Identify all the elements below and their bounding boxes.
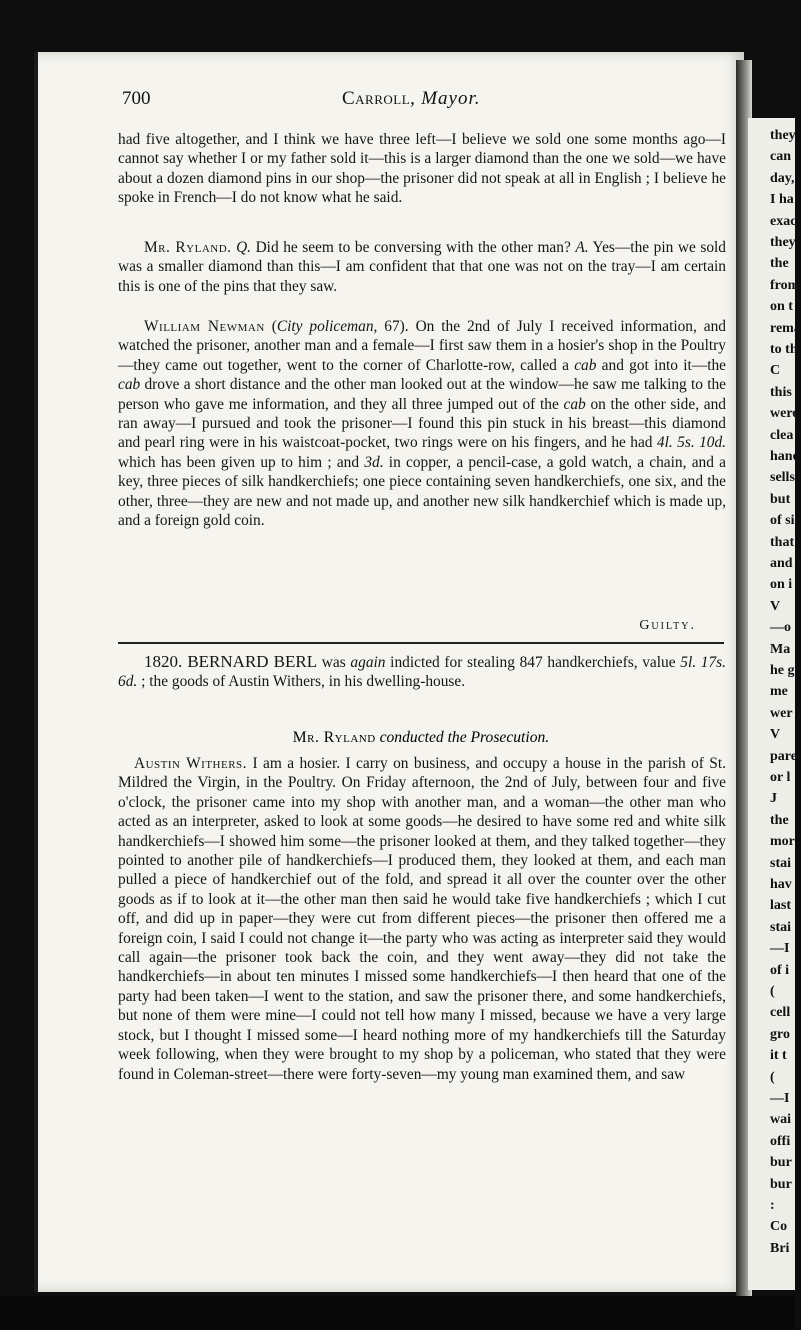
testimony-text: in copper, a pencil-case, a gold watch, a chain, and a key, three pieces of silk handkerchiefs; one piece containing seven handkerchiefs, one six, and the other, three—they are new and not made up, and another new silk handkerchief which is made up, and a foreign gold coin. <box>118 453 726 530</box>
paragraph-withers-testimony <box>118 754 726 1084</box>
money-amount: 4l. 5s. 10d. <box>656 434 727 452</box>
right-page-fragment: on t <box>770 299 793 315</box>
witness-number: 67). <box>377 318 409 335</box>
paragraph-continued-testimony: had five altogether, and I think we have three left—I believe we sold one some months ago—I cannot say whether I or my father sold it—this is a larger diamond than the one we sold—we have about a dozen diamond pins in our shop—the prisoner did not speak at all in English ; I believe he spoke in French—I do not know what he said. <box>118 131 726 207</box>
cab-word: cab <box>563 395 586 413</box>
right-page-fragment: C <box>770 363 781 379</box>
question-marker: Q. <box>236 239 252 256</box>
right-page-fragment: stai <box>770 919 791 935</box>
right-page-fragment: offi <box>770 1133 791 1149</box>
verdict: Guilty. <box>639 618 696 633</box>
right-page-fragment: from <box>770 277 800 293</box>
right-page-fragment: ( <box>770 1069 775 1085</box>
prosecution-line <box>118 729 724 747</box>
right-page-fragment: cell <box>770 1005 791 1021</box>
right-page-fragment: of si <box>770 513 795 529</box>
answer-text: Yes—the pin we sold was a smaller diamond than this—I am confident that that one was not on the tray—I am certain this is one of the pins that they saw. <box>118 239 726 295</box>
prosecutor-name: Mr. Ryland <box>292 729 376 746</box>
right-page-fragment: pare <box>770 748 797 764</box>
testimony-text: drove a short distance and the other man looked out at the window—he saw me talking to the person who gave me information, and they all three jumped out of the <box>118 376 726 413</box>
right-page-fragment: can <box>770 149 791 165</box>
right-page-fragment: mor <box>770 834 795 850</box>
right-page-fragment: last <box>770 898 791 914</box>
indictment-text: indicted for stealing 847 handkerchiefs, value <box>385 654 681 671</box>
right-page-fragment: or l <box>770 770 791 785</box>
paragraph-ryland-question <box>118 238 726 296</box>
speaker-name: Mr. Ryland. <box>144 239 232 256</box>
prosecution-text: conducted the Prosecution. <box>375 729 550 746</box>
paragraph-newman-testimony: William Newman (City policeman, 67). On the 2nd of July I received information, and watched the prisoner, another man and a female—I first saw them in a hosier's shop in the Poultry—they came out together, went to the corner of Charlotte-row, called a cab and got into it—the cab drove a short distance and the other man looked out at the window—he saw me talking to the person who gave me information, and they all three jumped out of the cab on the other side, and ran away—I pursued and took the prisoner—I found this pin stuck in his breast—this diamond and pearl ring were in his waistcoat-pocket, two rings were on his fingers, and he had 4l. 5s. 10d. which has been given up to him ; and 3d. in copper, a pencil-case, a gold watch, a chain, and a key, three pieces of silk handkerchiefs; one piece containing seven handkerchiefs, one six, and the other, three—they are new and not made up, and another new silk handkerchief which is made up, and a foreign gold coin. <box>118 318 727 530</box>
running-head <box>342 88 481 110</box>
right-page-fragment: they <box>770 128 796 143</box>
right-page-fragment: were <box>770 406 799 422</box>
testimony-text: and got into it—the <box>596 356 726 374</box>
right-page-fragment: exac <box>770 213 797 229</box>
witness-name: William Newman <box>144 318 265 335</box>
right-page-fragment: Bri <box>770 1240 790 1256</box>
right-page-fragment: that <box>770 534 795 550</box>
right-page-fragment: V <box>770 598 781 614</box>
right-page-fragment: and <box>770 556 793 571</box>
right-page-fragment: it t <box>770 1048 787 1064</box>
testimony-text: which has been given up to him ; and <box>118 453 365 471</box>
indictment-text: was <box>317 654 351 671</box>
right-page-fragment: bur <box>770 1155 792 1171</box>
question-text: Did he seem to be conversing with the other man? <box>251 239 576 256</box>
right-page-fragment: ( <box>770 984 775 999</box>
right-page-fragment: hane <box>770 449 799 464</box>
right-page-fragment: V <box>770 727 781 743</box>
witness-role: City policeman, <box>276 318 378 335</box>
scan-bottom-border <box>0 1296 795 1330</box>
value-amount: 5l. 17s. 6d. <box>118 654 726 691</box>
right-page-fragment: to th <box>770 342 798 357</box>
right-page-fragment: Co <box>770 1219 788 1235</box>
right-page-fragment: J <box>770 791 777 807</box>
right-page-edge <box>748 118 801 1290</box>
running-head-office: Mayor. <box>421 88 481 109</box>
right-page-fragment: : <box>770 1198 775 1213</box>
case-heading: 1820. BERNARD BERL <box>144 652 318 671</box>
page-number: 700 <box>122 88 151 109</box>
right-page-fragment: they <box>770 235 796 250</box>
right-page-fragment: the <box>770 256 789 272</box>
right-page-fragment: day, <box>770 170 795 186</box>
right-page-fragment: —o <box>770 620 791 636</box>
right-page-fragment: he g <box>770 663 795 678</box>
right-page-fragment: me <box>770 684 788 700</box>
right-page-fragment: —I <box>770 941 790 957</box>
right-page-fragment: I ha <box>770 192 794 208</box>
right-page-fragment: wai <box>770 1112 791 1128</box>
right-page-fragment: wer <box>770 705 793 721</box>
cab-word: cab <box>574 356 597 374</box>
testimony-text: I am a hosier. I carry on business, and occupy a house in the parish of St. Mildred the Virgin, in the Poultry. On Friday afternoon, the 2nd of July, between four and five o'clock, the prisoner came into my shop with another man, and a woman—the other man who acted as an interpreter, asked to look at some goods—he desired to have some red and white silk handkerchiefs—I showed him some—the prisoner looked at them, and they talked together—they pointed to another pile of handkerchiefs—I produced them, they looked at them, and each man pulled a piece of handkerchief out of the fold, and spread it all over the counter over the other goods as if to look at it—the other man then said he would take five handkerchiefs ; which I cut off, and did up in paper—they were cut from different pieces—the prisoner then offered me a foreign coin, I said I could not change it—the party who was acting as interpreter said they would call again—the prisoner took back the coin, and they went away—they did not take the handkerchiefs—in about ten minutes I missed some handkerchiefs—I then heard that one of the party had been taken—I went to the station, and saw the prisoner there, and some handkerchiefs, but none of them were mine—I could not tell how many I missed, because we have a very large stock, but I thought I missed some—I heard nothing more of my handkerchiefs till the Saturday week following, when they were brought to my shop by a policeman, who stated that they were found in Coleman-street—there were forty-seven—my young man examined them, and saw <box>118 755 726 1083</box>
right-page-fragment: bur <box>770 1176 792 1192</box>
again-word: again <box>350 654 386 671</box>
paragraph-indictment <box>118 652 726 692</box>
right-page-fragment: clea <box>770 427 794 443</box>
testimony-text: On the 2nd of July I received information, and watched the prisoner, another man and a female—I first saw them in a hosier's shop in the Poultry—they came out together, went to the corner of Charlotte-row, called a <box>118 318 726 374</box>
right-page-fragment: the <box>770 812 789 828</box>
right-page-fragment: sells <box>770 470 795 486</box>
right-page-fragment: stai <box>770 855 791 871</box>
testimony-text: on the other side, and ran away—I pursued and took the prisoner—I found this pin stuck in his breast—this diamond and pearl ring were in his waistcoat-pocket, two rings were on his fingers, and he had <box>118 395 726 452</box>
answer-marker: A. <box>575 239 589 256</box>
right-page-fragment: —I <box>770 1091 790 1106</box>
right-page-fragment: but <box>770 491 791 507</box>
cab-word: cab <box>118 376 141 394</box>
indictment-text: ; the goods of Austin Withers, in his dwelling-house. <box>137 673 466 691</box>
section-divider <box>118 642 724 644</box>
right-page-fragment: Ma <box>770 641 791 657</box>
right-page-fragment: gro <box>770 1026 790 1042</box>
running-head-name: Carroll, <box>342 88 416 109</box>
right-page-fragment: on i <box>770 577 793 593</box>
right-page-fragment: rema <box>770 320 801 336</box>
right-page-fragment: this <box>770 384 792 400</box>
witness-name: Austin Withers. <box>134 755 248 772</box>
money-amount: 3d. <box>364 453 384 471</box>
right-page-fragment: hav <box>770 877 792 892</box>
right-page-fragment: of i <box>770 962 790 978</box>
